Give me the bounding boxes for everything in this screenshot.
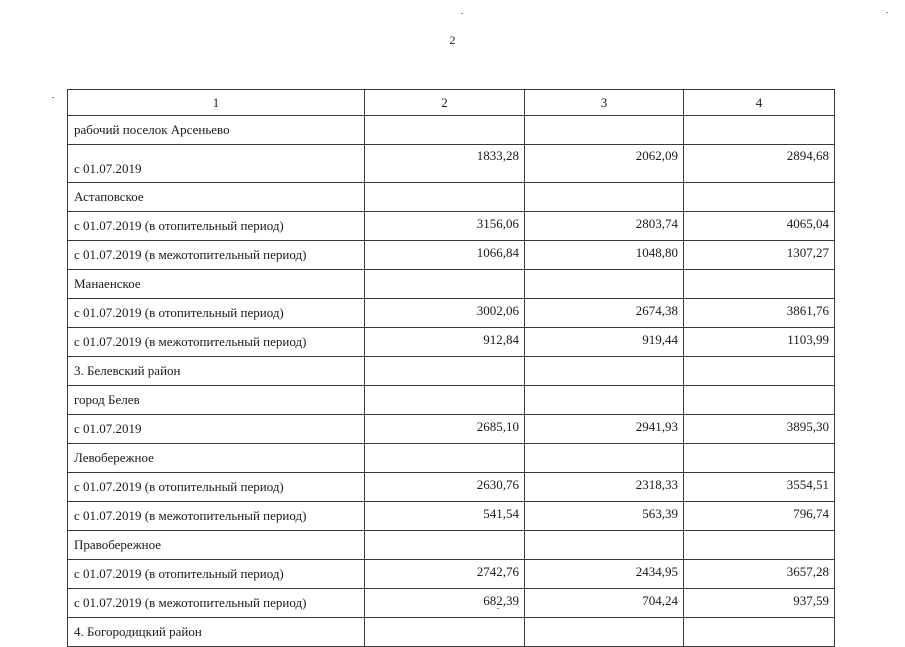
table-row — [68, 145, 835, 183]
value-cell-col-4: 796,74 — [684, 502, 835, 531]
value-cell-col-2 — [365, 357, 525, 386]
row-label: Левобережное — [68, 444, 365, 473]
value-cell-col-3: 919,44 — [525, 328, 684, 357]
value-cell-col-2: 3002,06 — [365, 299, 525, 328]
value-cell-col-2 — [365, 531, 525, 560]
table-row — [68, 531, 835, 560]
table-row — [68, 357, 835, 386]
value-cell-col-2 — [365, 270, 525, 299]
value-cell-col-4: 937,59 — [684, 589, 835, 618]
value-cell-col-2 — [365, 618, 525, 647]
table-row — [68, 502, 835, 531]
value-cell-col-4 — [684, 183, 835, 212]
value-cell-col-2 — [365, 183, 525, 212]
value-cell-col-3: 2434,95 — [525, 560, 684, 589]
table-row — [68, 560, 835, 589]
table-row — [68, 299, 835, 328]
value-cell-col-4 — [684, 386, 835, 415]
value-cell-col-3 — [525, 444, 684, 473]
scan-speck — [497, 608, 499, 609]
page-number: 2 — [449, 33, 456, 47]
row-label: с 01.07.2019 (в межотопительный период) — [68, 241, 365, 270]
row-label: Правобережное — [68, 531, 365, 560]
value-cell-col-2: 1833,28 — [365, 145, 525, 183]
table-row — [68, 212, 835, 241]
scan-speck — [52, 97, 54, 98]
value-cell-col-3: 1048,80 — [525, 241, 684, 270]
value-cell-col-4: 4065,04 — [684, 212, 835, 241]
value-cell-col-2: 912,84 — [365, 328, 525, 357]
table-row — [68, 386, 835, 415]
value-cell-col-3: 704,24 — [525, 589, 684, 618]
value-cell-col-4: 3554,51 — [684, 473, 835, 502]
value-cell-col-4: 1103,99 — [684, 328, 835, 357]
column-header: 4 — [684, 90, 835, 116]
value-cell-col-3: 2318,33 — [525, 473, 684, 502]
row-label: рабочий поселок Арсеньево — [68, 116, 365, 145]
value-cell-col-2 — [365, 444, 525, 473]
table-row — [68, 183, 835, 212]
table-row — [68, 116, 835, 145]
value-cell-col-2: 1066,84 — [365, 241, 525, 270]
row-label: с 01.07.2019 (в отопительный период) — [68, 299, 365, 328]
value-cell-col-3 — [525, 531, 684, 560]
value-cell-col-3 — [525, 618, 684, 647]
value-cell-col-4 — [684, 116, 835, 145]
value-cell-col-2: 682,39 — [365, 589, 525, 618]
value-cell-col-3: 2941,93 — [525, 415, 684, 444]
value-cell-col-3 — [525, 357, 684, 386]
tariff-table — [67, 89, 835, 647]
row-label: с 01.07.2019 (в межотопительный период) — [68, 589, 365, 618]
value-cell-col-4: 3895,30 — [684, 415, 835, 444]
row-label: Астаповское — [68, 183, 365, 212]
table-row — [68, 618, 835, 647]
value-cell-col-4: 1307,27 — [684, 241, 835, 270]
row-label: 4. Богородицкий район — [68, 618, 365, 647]
value-cell-col-3: 563,39 — [525, 502, 684, 531]
row-label: с 01.07.2019 (в отопительный период) — [68, 560, 365, 589]
value-cell-col-3 — [525, 270, 684, 299]
value-cell-col-2: 2685,10 — [365, 415, 525, 444]
value-cell-col-2: 3156,06 — [365, 212, 525, 241]
value-cell-col-2: 2742,76 — [365, 560, 525, 589]
table-row — [68, 589, 835, 618]
value-cell-col-3 — [525, 116, 684, 145]
value-cell-col-4 — [684, 444, 835, 473]
table-row — [68, 241, 835, 270]
value-cell-col-3 — [525, 183, 684, 212]
row-label: с 01.07.2019 (в межотопительный период) — [68, 502, 365, 531]
value-cell-col-4: 3657,28 — [684, 560, 835, 589]
row-label: 3. Белевский район — [68, 357, 365, 386]
value-cell-col-2: 541,54 — [365, 502, 525, 531]
column-header: 1 — [68, 90, 365, 116]
row-label: Манаенское — [68, 270, 365, 299]
value-cell-col-3: 2803,74 — [525, 212, 684, 241]
table-row — [68, 415, 835, 444]
column-header: 2 — [365, 90, 525, 116]
column-header: 3 — [525, 90, 684, 116]
row-label: с 01.07.2019 (в отопительный период) — [68, 212, 365, 241]
row-label: город Белев — [68, 386, 365, 415]
value-cell-col-4 — [684, 618, 835, 647]
value-cell-col-2 — [365, 386, 525, 415]
row-label: с 01.07.2019 (в межотопительный период) — [68, 328, 365, 357]
value-cell-col-4: 3861,76 — [684, 299, 835, 328]
scan-speck — [886, 12, 888, 13]
value-cell-col-2 — [365, 116, 525, 145]
value-cell-col-3: 2674,38 — [525, 299, 684, 328]
row-label: с 01.07.2019 (в отопительный период) — [68, 473, 365, 502]
table-row — [68, 444, 835, 473]
table-row — [68, 473, 835, 502]
table-row — [68, 328, 835, 357]
table-header-row — [68, 90, 835, 116]
row-label: с 01.07.2019 — [68, 145, 365, 183]
value-cell-col-2: 2630,76 — [365, 473, 525, 502]
value-cell-col-4 — [684, 357, 835, 386]
table-row — [68, 270, 835, 299]
scan-speck — [461, 13, 463, 14]
value-cell-col-4 — [684, 531, 835, 560]
tariff-table-body — [68, 90, 835, 647]
value-cell-col-4 — [684, 270, 835, 299]
value-cell-col-3 — [525, 386, 684, 415]
value-cell-col-4: 2894,68 — [684, 145, 835, 183]
row-label: с 01.07.2019 — [68, 415, 365, 444]
value-cell-col-3: 2062,09 — [525, 145, 684, 183]
